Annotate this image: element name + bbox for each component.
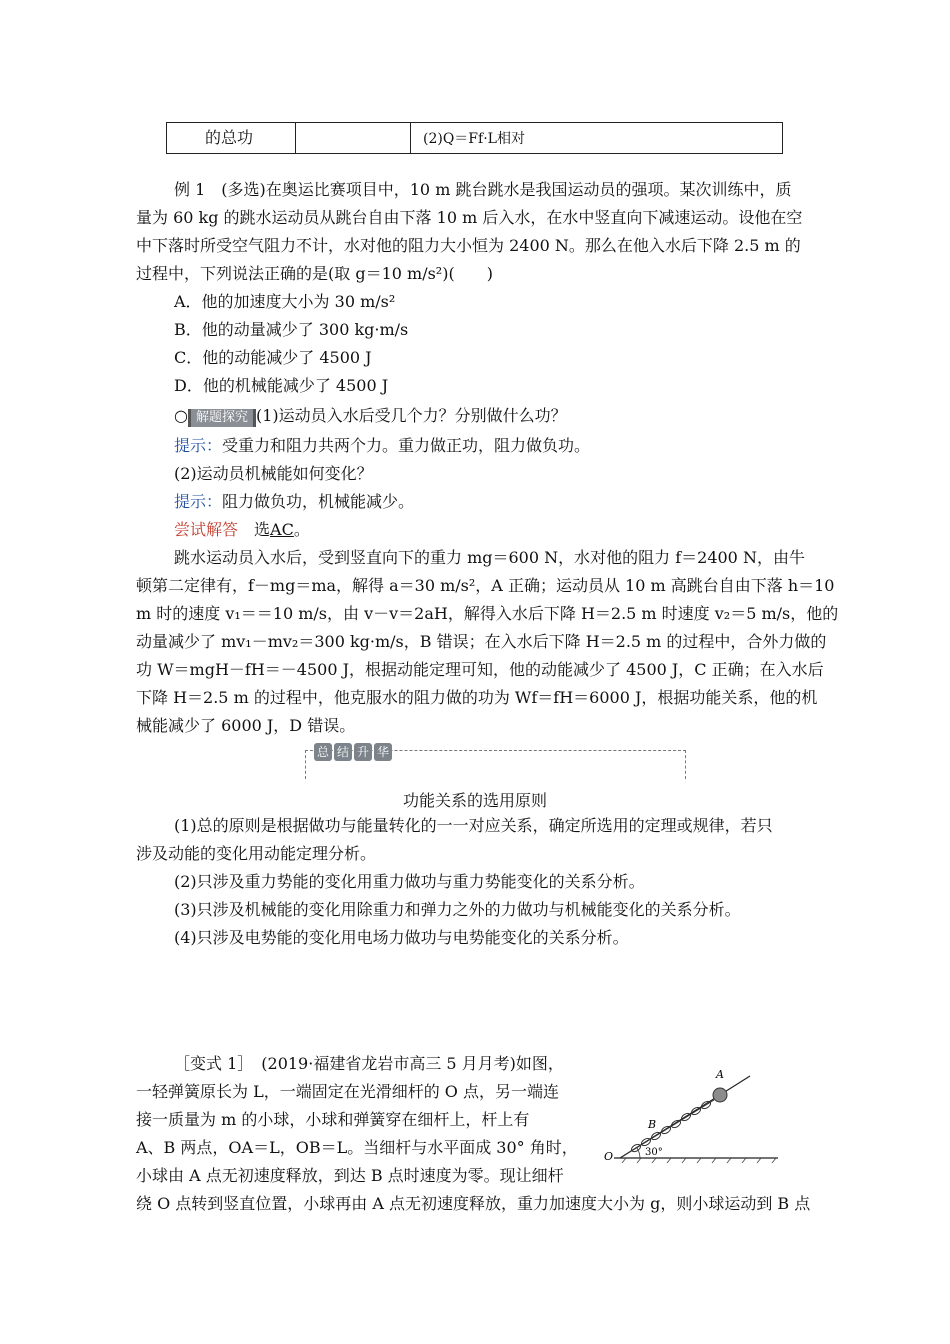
explore-q1: (1)运动员入水后受几个力？分别做什么功？ [255,406,567,425]
label-o: O [604,1150,614,1163]
ground-hatch [622,1158,776,1163]
option-d: D．他的机械能减少了 4500 J [174,376,389,395]
summary-p2: (2)只涉及重力势能的变化用重力做功与重力势能变化的关系分析。 [174,872,645,891]
explore-a1-row [174,436,590,456]
summary-badge-4: 华 [374,743,392,761]
solution-line-1: 跳水运动员入水后，受到竖直向下的重力 mg＝600 N，水对他的阻力 f＝2400 N，由牛 [174,548,805,567]
variant-line-5: 小球由 A 点无初速度释放，到达 B 点时速度为零。现让细杆 [136,1166,564,1185]
option-b: B．他的动量减少了 300 kg·m/s [174,320,409,339]
option-c: C．他的动能减少了 4500 J [174,348,372,367]
answer-row [174,520,310,540]
explore-a1: 受重力和阻力共两个力。重力做正功，阻力做负功。 [222,436,591,455]
explore-a2-row [174,492,414,512]
summary-badge-1: 总 [314,743,332,761]
table-cell-3-text: (2)Q＝Ff·L相对 [423,131,525,147]
table-fragment [166,122,783,154]
answer-label: 尝试解答 [174,520,239,539]
answer-end: 。 [293,520,310,539]
variant-line-6: 绕 O 点转到竖直位置，小球再由 A 点无初速度释放，重力加速度大小为 g，则小球运动到 B 点 [136,1194,811,1213]
example-line-4: 过程中，下列说法正确的是(取 g＝10 m/s²)( ) [136,264,493,283]
explore-tag: 解题探究 [188,409,256,427]
example-line-2: 量为 60 kg 的跳水运动员从跳台自由下落 10 m 后入水，在水中竖直向下减速运动。设他在空 [136,208,803,227]
summary-badge-3: 升 [354,743,372,761]
option-a: A．他的加速度大小为 30 m/s² [174,292,396,311]
table-cell-2 [295,123,411,153]
variant-line-3: 接一质量为 m 的小球，小球和弹簧穿在细杆上，杆上有 [136,1110,530,1129]
incline-figure [596,1062,786,1167]
explore-q2: (2)运动员机械能如何变化？ [174,464,373,483]
ball [713,1088,727,1102]
summary-p1a: (1)总的原则是根据做功与能量转化的一一对应关系，确定所选用的定理或规律，若只 [174,816,773,835]
summary-badge-2: 结 [334,743,352,761]
solution-line-5: 功 W＝mgH－fH＝－4500 J，根据动能定理可知，他的动能减少了 4500 J，C 正确；在入水后 [136,660,824,679]
hint-label-2: 提示： [174,492,223,511]
solution-line-4: 动量减少了 mv₁－mv₂＝300 kg·m/s，B 错误；在入水后下降 H＝2.5 m 的过程中，合外力做的 [136,632,827,651]
summary-p3: (3)只涉及机械能的变化用除重力和弹力之外的力做功与机械能变化的关系分析。 [174,900,741,919]
answer-value: AC [270,520,294,539]
summary-p1b: 涉及动能的变化用动能定理分析。 [136,844,377,863]
table-cell-1-text: 的总功 [205,128,254,147]
hint-label-1: 提示： [174,436,223,455]
summary-title: 功能关系的选用原则 [402,791,547,810]
summary-p4: (4)只涉及电势能的变化用电场力做功与电势能变化的关系分析。 [174,928,629,947]
example-line-1: 例 1 (多选)在奥运比赛项目中，10 m 跳台跳水是我国运动员的强项。某次训练中，质 [174,180,792,199]
label-a: A [716,1068,724,1081]
summary-box [305,745,686,779]
circle-icon: ○ [174,406,188,425]
answer-pre: 选 [254,520,271,539]
variant-line-4: A、B 两点，OA＝L，OB＝L。当细杆与水平面成 30° 角时， [136,1138,578,1157]
solution-line-2: 顿第二定律有，f－mg＝ma，解得 a＝30 m/s²，A 正确；运动员从 10 m 高跳台自由下落 h＝10 [136,576,835,595]
variant-line-1: ［变式 1］ (2019·福建省龙岩市高三 5 月月考)如图， [174,1054,564,1073]
solution-line-6: 下降 H＝2.5 m 的过程中，他克服水的阻力做的功为 Wf＝fH＝6000 J，根据功能关系，他的机 [136,688,818,707]
explore-q1-row [174,406,567,427]
variant-line-2: 一轻弹簧原长为 L，一端固定在光滑细杆的 O 点，另一端连 [136,1082,560,1101]
label-b: B [648,1118,657,1131]
solution-line-7: 械能减少了 6000 J，D 错误。 [136,716,356,735]
example-line-3: 中下落时所受空气阻力不计，水对他的阻力大小恒为 2400 N。那么在他入水后下降 2.5 m 的 [136,236,801,255]
angle-label: 30° [645,1147,663,1158]
solution-line-3: m 时的速度 v₁＝＝10 m/s，由 v－v＝2aH，解得入水后下降 H＝2.5 m 时速度 v₂＝5 m/s，他的 [136,604,839,623]
explore-a2: 阻力做负功，机械能减少。 [222,492,415,511]
